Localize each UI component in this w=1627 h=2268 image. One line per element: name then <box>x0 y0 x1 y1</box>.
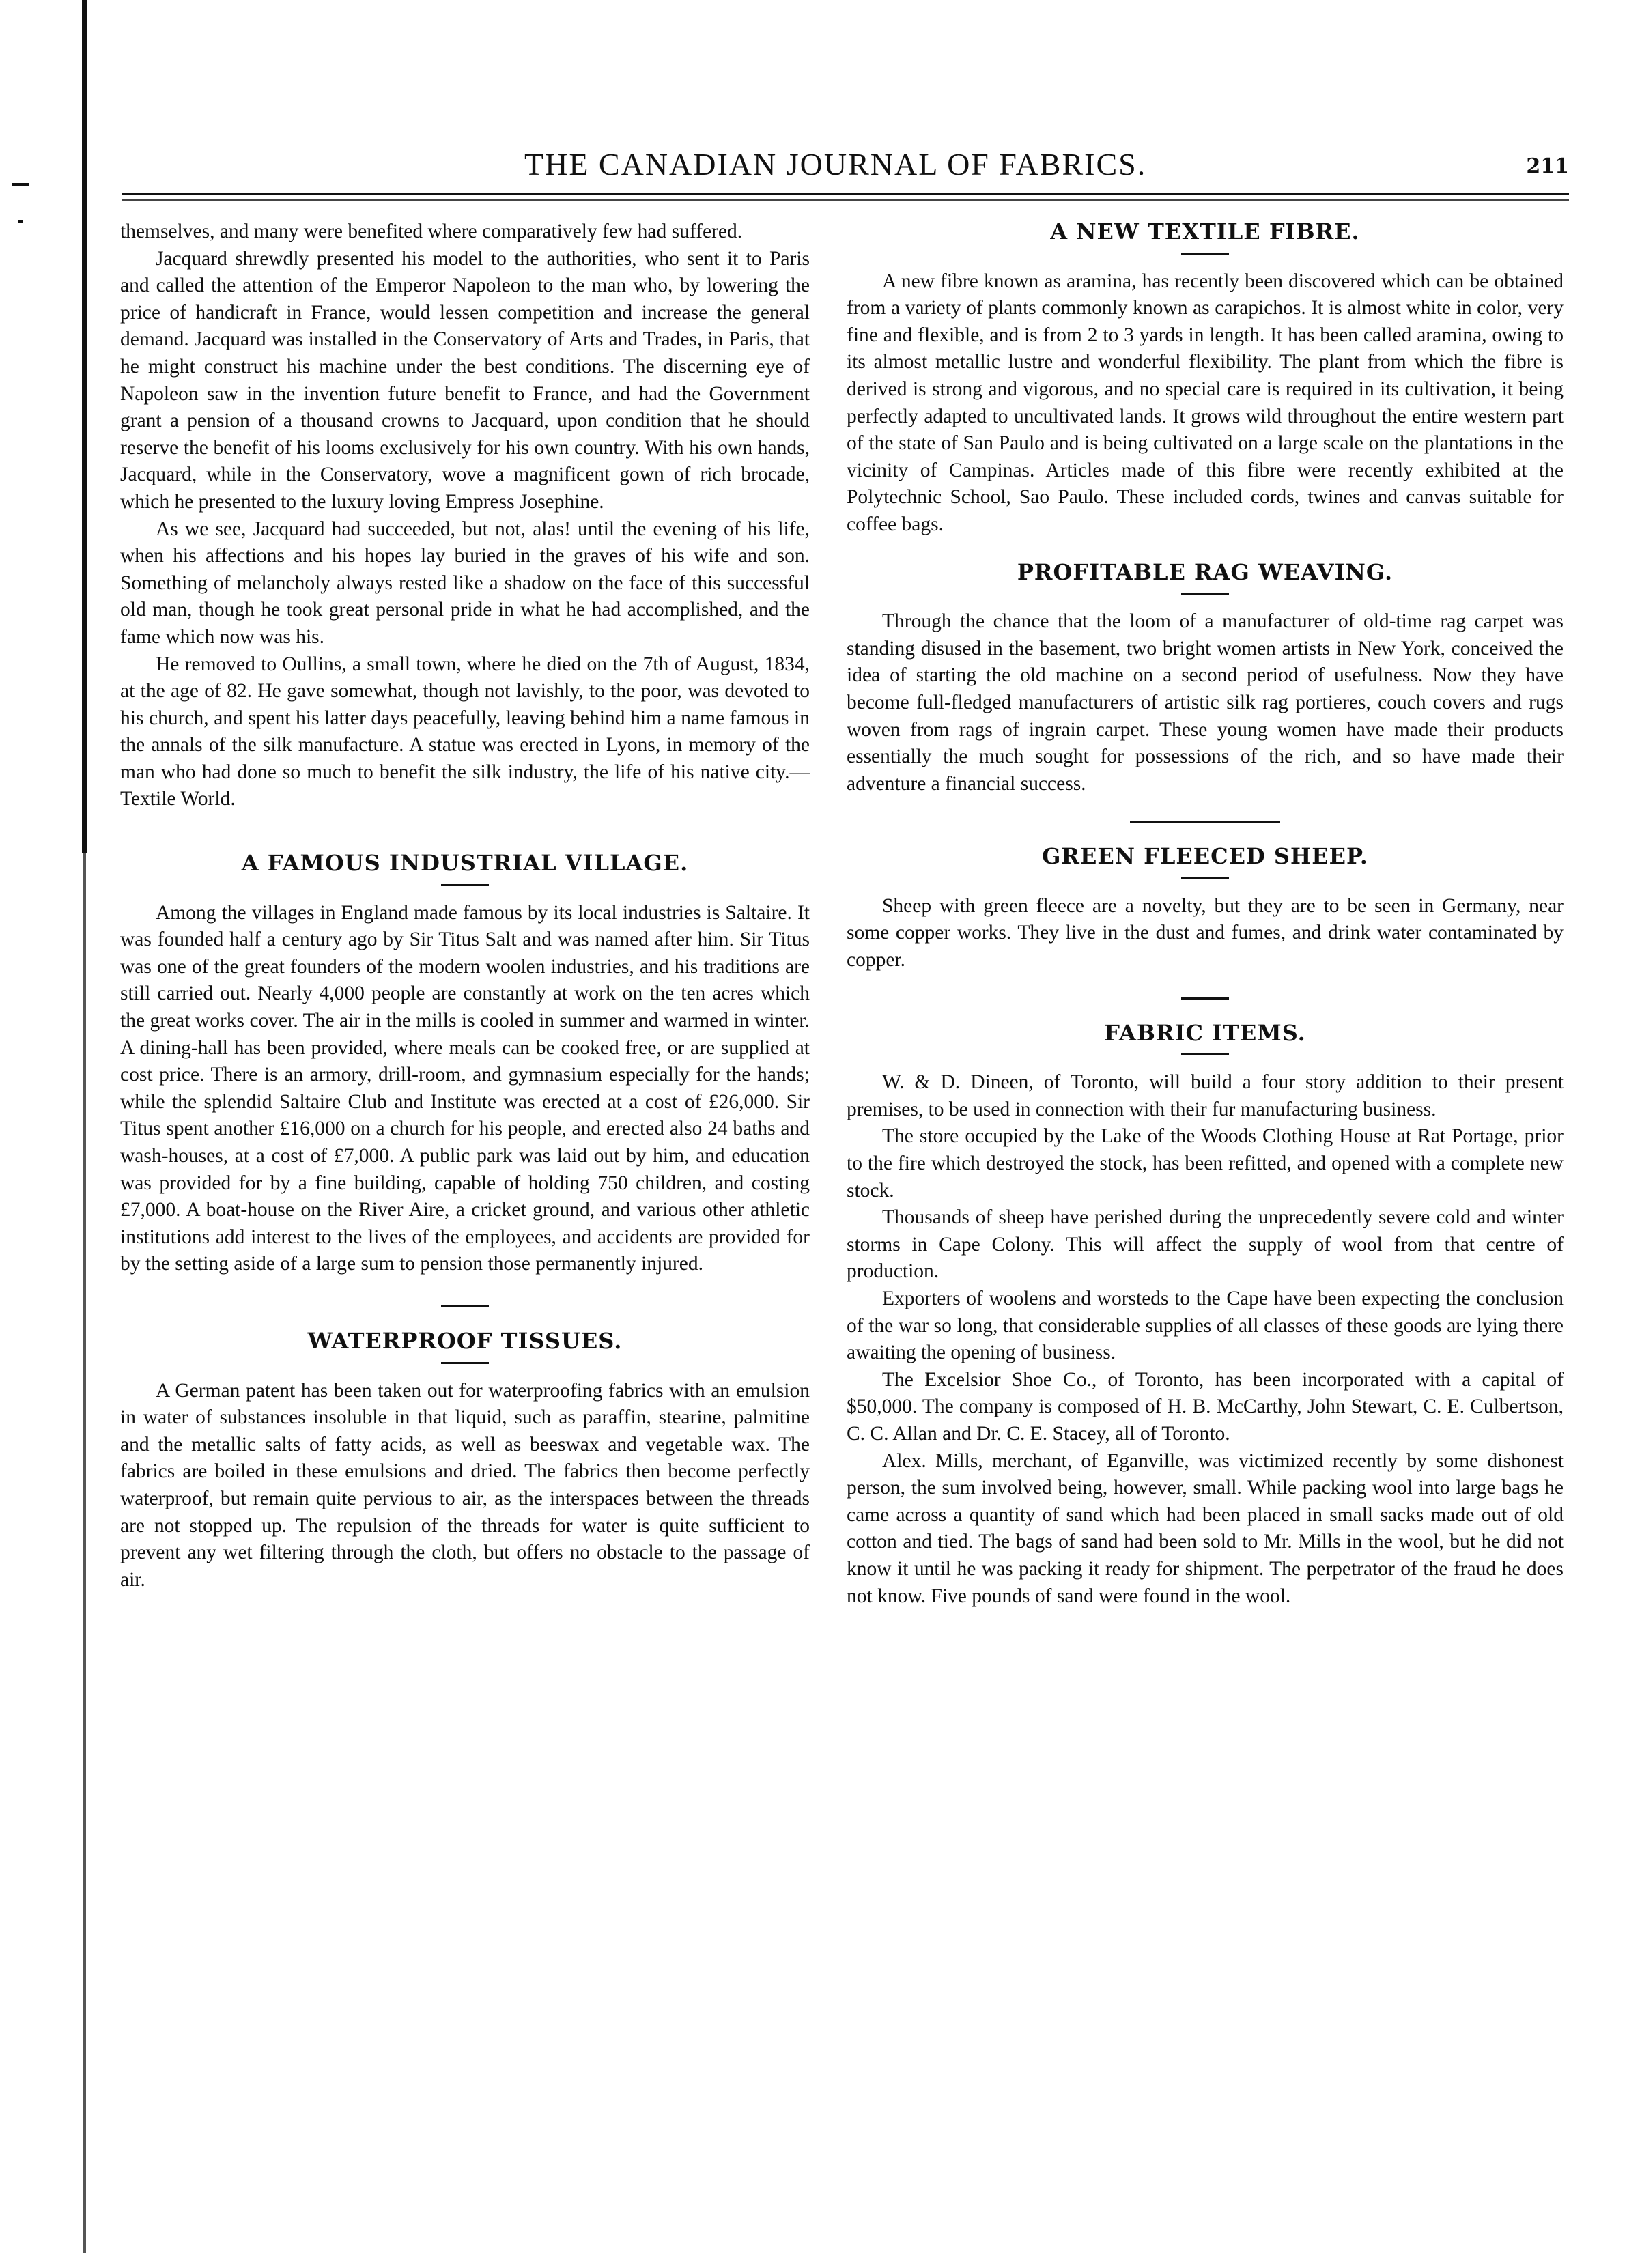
article-heading: GREEN FLEECED SHEEP. <box>1042 843 1368 870</box>
paragraph: Among the villages in England made famous by its local industries is Saltaire. It was founded half a century ago by Sir Titus Salt and was named after him. Sir Titus was one of the great founders of the modern woolen industries, and his traditions are still carried out. Nearly 4,000 people are constantly at work on the ten acres which the great works cover. The air in the mills is cooled in summer and warmed in winter. A dining-hall has been provided, where meals can be cooked free, or are supplied at cost price. There is an armory, drill-room, and gymnasium especially for the hands; while the splendid Saltaire Club and Institute was erected at a cost of £26,000. Sir Titus spent another £16,000 on a church for his people, and erected also 24 baths and wash-houses, at a cost of £7,000. A public park was laid out by him, and education was provided for by a fine building, capable of holding 750 children, and costing £7,000. A boat-house on the River Aire, a cricket ground, and various other athletic institutions add interest to the lives of the employees, and accidents are provided for by the setting aside of a large sum to pension those permanently injured. <box>120 901 810 1275</box>
paragraph: The Excelsior Shoe Co., of Toronto, has been incorporated with a capital of $50,000. The company is composed of H. B. McCarthy, John Stewart, C. E. Culbertson, C. C. Allan and Dr. C. E. Stacey, all of Toronto. <box>847 1368 1564 1445</box>
page-number: 211 <box>1526 154 1569 178</box>
heading-rule <box>1181 877 1229 879</box>
journal-title: THE CANADIAN JOURNAL OF FABRICS. <box>524 147 1147 182</box>
paragraph: Jacquard shrewdly presented his model to the authorities, who sent it to Paris and called the attention of the Emperor Napoleon to the man who, by lowering the price of handicraft in France, would lessen competition and increase the general demand. Jacquard was installed in the Conservatory of Arts and Trades, in Paris, that he might construct his machine under the best conditions. The discerning eye of Napoleon saw in the invention future benefit to France, and had the Government grant a pension of a thousand crowns to Jacquard, upon condition that he should reserve the benefit of his looms exclusively for his own country. With his own hands, Jacquard, while in the Conservatory, wove a magnificent gown of rich brocade, which he presented to the luxury loving Empress Josephine. <box>120 247 810 513</box>
section-rule <box>441 1305 489 1307</box>
paragraph: A German patent has been taken out for waterproofing fabrics with an emulsion in water of substances insoluble in that liquid, such as paraffin, stearine, palmitine and the metallic salts of fatty acids, as well as beeswax and vegetable wax. The fabrics are boiled in these emulsions and dried. The fabrics then become perfectly waterproof, but remain quite pervious to air, as the interspaces between the threads are not stopped up. The repulsion of the threads for water is quite sufficient to prevent any wet filtering through the cloth, but offers no obstacle to the passage of air. <box>120 1379 810 1591</box>
section-rule <box>1181 997 1229 1000</box>
margin-tick <box>18 220 23 223</box>
left-column <box>120 218 810 1593</box>
article-heading: A NEW TEXTILE FIBRE. <box>1050 218 1360 244</box>
paragraph: Exporters of woolens and worsteds to the Cape have been expecting the conclusion of the war so long, that considerable supplies of all classes of these goods are lying there awaiting the opening of business. <box>847 1288 1564 1364</box>
paragraph: themselves, and many were benefited where comparatively few had suffered. <box>120 221 743 242</box>
paragraph: Alex. Mills, merchant, of Eganville, was victimized recently by some dishonest person, the sum involved being, however, small. While packing wool into large bags he came across a quantity of sand which had been placed in small sacks made out of old cotton and tied. The bags of sand had been sold to Mr. Mills in the wool, but he did not know it until he was packing it ready for shipment. The perpetrator of the fraud he does not know. Five pounds of sand were found in the wool. <box>847 1449 1564 1607</box>
heading-rule <box>441 1362 489 1364</box>
paragraph: As we see, Jacquard had succeeded, but not, alas! until the evening of his life, when his affections and his hopes lay buried in the graves of his wife and son. Something of melancholy always rested like a shadow on the face of this successful old man, though he took great personal pride in what he had accomplished, and the fame which now was his. <box>120 518 810 648</box>
article-heading: PROFITABLE RAG WEAVING. <box>1017 558 1393 585</box>
left-margin-rule <box>82 0 87 853</box>
margin-tick <box>12 183 29 186</box>
right-column <box>847 218 1564 1610</box>
header-rule <box>122 193 1569 195</box>
heading-rule <box>1181 593 1229 595</box>
paragraph: He removed to Oullins, a small town, where he died on the 7th of August, 1834, at the age of 82. He gave somewhat, though not lavishly, to the poor, was devoted to his church, and spent his latter days peacefully, leaving behind him a name famous in the annals of the silk manufacture. A statue was erected in Lyons, in memory of the man who had done so much to benefit the silk industry, the life of his native city.—Textile World. <box>120 653 810 810</box>
paragraph: Sheep with green fleece are a novelty, but they are to be seen in Germany, near some copper works. They live in the dust and fumes, and drink water contaminated by copper. <box>847 894 1564 972</box>
page-header <box>122 137 1569 191</box>
paragraph: Through the chance that the loom of a manufacturer of old-time rag carpet was standing disused in the basement, two bright women artists in New York, conceived the idea of starting the old machine on a second period of usefulness. Now they have become full-fledged manufacturers of artistic silk rag portieres, couch covers and rugs woven from rags of ingrain carpet. These young women have made their products essentially the much sought for possessions of the rich, and so have made their adventure a financial success. <box>847 610 1564 795</box>
paragraph: The store occupied by the Lake of the Woods Clothing House at Rat Portage, prior to the fire which destroyed the stock, has been refitted, and opened with a complete new stock. <box>847 1125 1564 1202</box>
heading-rule <box>1181 1053 1229 1055</box>
left-margin-rule-lower <box>83 853 86 2253</box>
article-heading: WATERPROOF TISSUES. <box>307 1327 623 1354</box>
article-heading: FABRIC ITEMS. <box>1104 1019 1306 1046</box>
paragraph: Thousands of sheep have perished during the unprecedently severe cold and winter storms in Cape Colony. This will affect the supply of wool from that centre of production. <box>847 1206 1564 1283</box>
article-heading: A FAMOUS INDUSTRIAL VILLAGE. <box>241 850 689 877</box>
header-rule-thin <box>122 199 1569 201</box>
section-rule <box>1130 821 1280 823</box>
paragraph: A new fibre known as aramina, has recently been discovered which can be obtained from a variety of plants commonly known as carapichos. It is almost white in color, very fine and flexible, and is from 2 to 3 yards in length. It has been called aramina, owing to its almost metallic lustre and wonderful flexibility. The plant from which the fibre is derived is strong and vigorous, and no special care is required in its cultivation, it being perfectly adapted to uncultivated lands. It grows wild throughout the entire western part of the state of San Paulo and is being cultivated on a large scale on the plantations in the vicinity of Campinas. Articles made of this fibre were recently exhibited at the Polytechnic School, Sao Paulo. These included cords, twines and canvas suitable for coffee bags. <box>847 270 1564 535</box>
paragraph: W. & D. Dineen, of Toronto, will build a four story addition to their present premises, to be used in connection with their fur manufacturing business. <box>847 1071 1564 1120</box>
heading-rule <box>1181 253 1229 255</box>
heading-rule <box>441 884 489 886</box>
